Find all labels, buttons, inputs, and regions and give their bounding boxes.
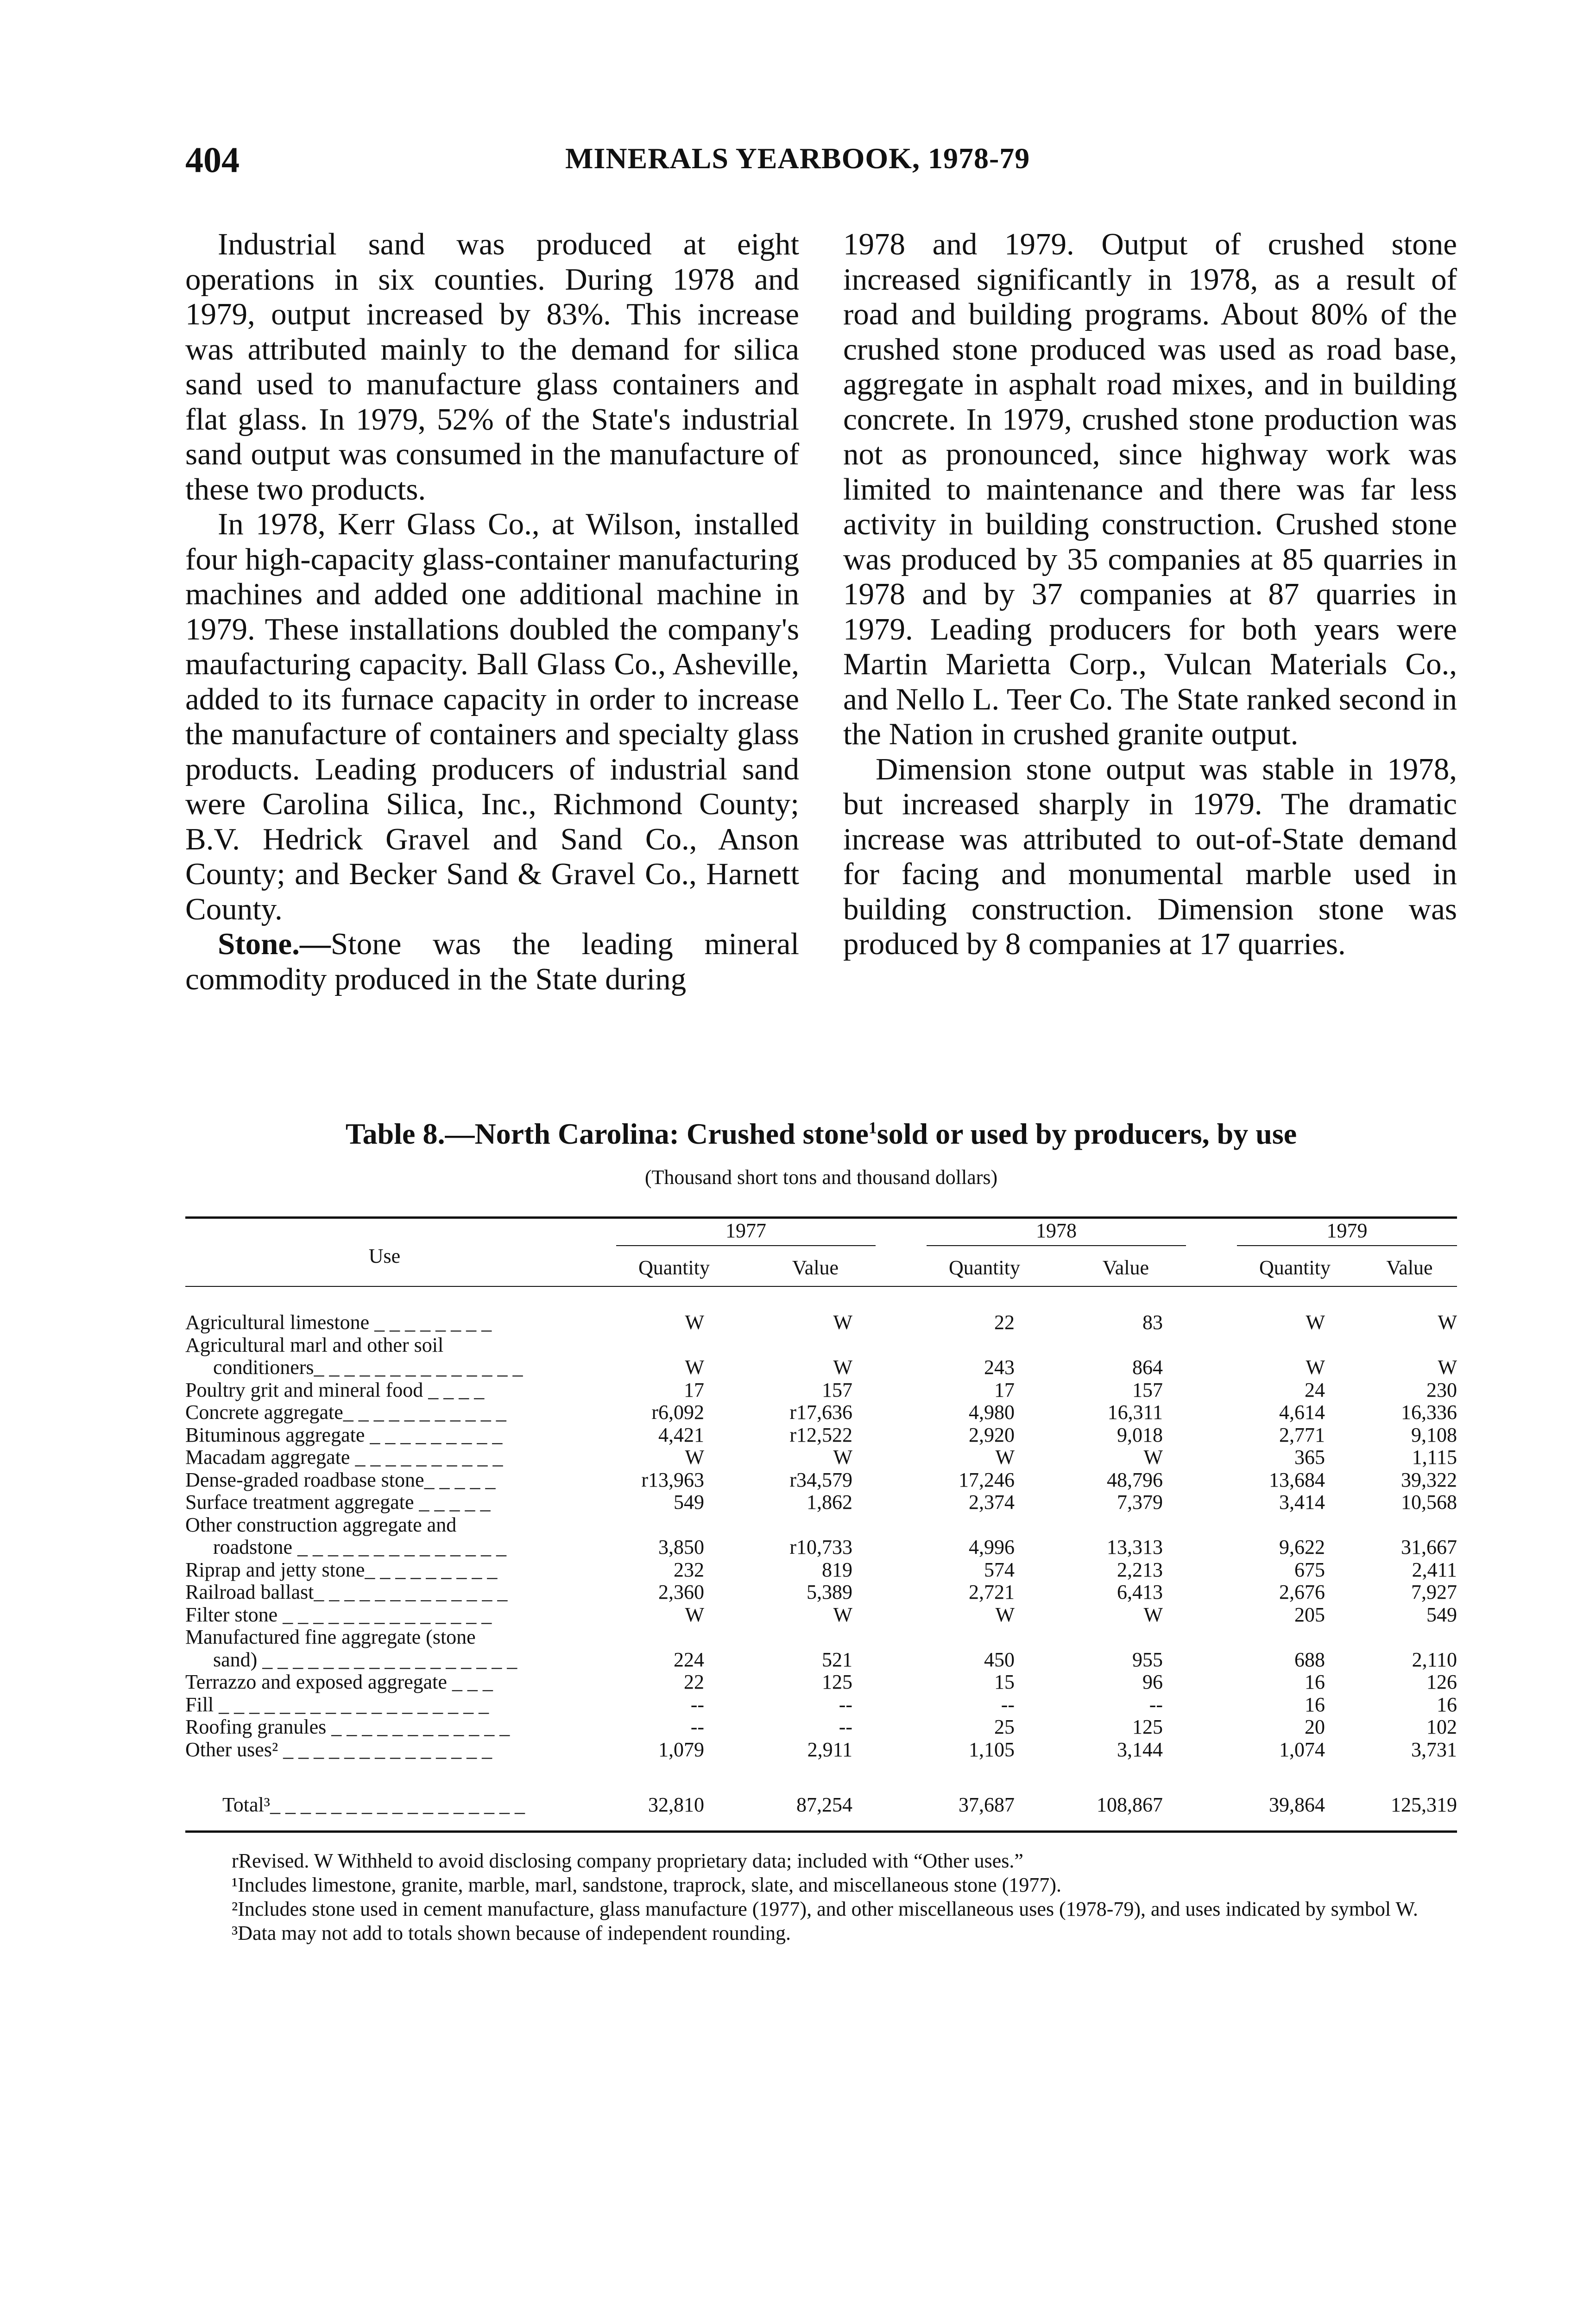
cell-value-1979: W <box>1438 1311 1457 1334</box>
table-row <box>185 1469 1457 1492</box>
cell-quantity-1977: 17 <box>684 1378 704 1401</box>
cell-value-1977: W <box>833 1603 852 1626</box>
row-use-label <box>185 1491 584 1514</box>
cell-value-1979: 7,927 <box>1411 1581 1457 1603</box>
row-label-line-2: sand) _ _ _ _ _ _ _ _ _ _ _ _ _ _ _ _ _ <box>213 1648 517 1671</box>
cell-value-1979: 126 <box>1426 1671 1457 1693</box>
cell-quantity-1979: 9,622 <box>1279 1536 1325 1558</box>
table-row <box>185 1491 1457 1514</box>
cell-value-1978: 83 <box>1142 1311 1163 1334</box>
cell-quantity-1978: -- <box>1001 1693 1015 1716</box>
right-column <box>843 227 1457 962</box>
table-body <box>185 1311 1457 1761</box>
cell-value-1977: W <box>833 1356 852 1379</box>
cell-quantity-1977: 4,421 <box>658 1423 704 1446</box>
cell-quantity-1978: 243 <box>984 1356 1015 1379</box>
cell-value-1978: 16,311 <box>1107 1401 1163 1424</box>
footnote-3: ³Data may not add to totals shown because of independent rounding. <box>232 1922 791 1944</box>
cell-quantity-1977: r6,092 <box>651 1401 704 1424</box>
row-use-label <box>185 1424 584 1447</box>
left-column <box>185 227 799 997</box>
cell-quantity-1978: 2,920 <box>969 1423 1015 1446</box>
page-number: 404 <box>185 139 240 180</box>
cell-quantity-1979: 24 <box>1305 1378 1325 1401</box>
footnote-1: ¹Includes limestone, granite, marble, marl, sandstone, traprock, slate, and miscellaneous stone (1977). <box>232 1874 1062 1896</box>
cell-value-1977: 5,389 <box>807 1581 852 1603</box>
row-label-line-1: Agricultural marl and other soil <box>185 1333 444 1356</box>
cell-value-1977: 125 <box>822 1671 852 1693</box>
footnote-revised: rRevised. W Withheld to avoid disclosing company proprietary data; included with “Other uses.” <box>232 1849 1023 1872</box>
table-total-row <box>185 1793 1457 1817</box>
table-row <box>185 1514 1457 1559</box>
row-use-label <box>185 1379 584 1402</box>
body-text <box>185 227 1457 1070</box>
cell-value-1979: 9,108 <box>1411 1423 1457 1446</box>
cell-quantity-1977: W <box>685 1356 704 1379</box>
cell-quantity-1979: 20 <box>1305 1716 1325 1738</box>
table-row <box>185 1334 1457 1379</box>
cell-value-1978: 9,018 <box>1117 1423 1163 1446</box>
cell-quantity-1979: 16 <box>1305 1693 1325 1716</box>
table-row <box>185 1424 1457 1447</box>
year-header-1978: 1978 <box>1036 1219 1077 1242</box>
cell-quantity-1977: r13,963 <box>641 1468 704 1491</box>
cell-quantity-1977: 1,079 <box>658 1738 704 1761</box>
total-quantity-1977: 32,810 <box>648 1793 704 1816</box>
value-header-1979: Value <box>1386 1256 1433 1279</box>
cell-quantity-1978: 4,980 <box>969 1401 1015 1424</box>
cell-quantity-1979: W <box>1306 1311 1325 1334</box>
row-label-line-1: Macadam aggregate _ _ _ _ _ _ _ _ _ _ <box>185 1446 503 1469</box>
cell-value-1979: 16,336 <box>1401 1401 1457 1424</box>
quantity-header-1978: Quantity <box>949 1256 1020 1279</box>
cell-value-1979: 39,322 <box>1401 1468 1457 1491</box>
cell-quantity-1978: W <box>995 1446 1015 1469</box>
table-title: Table 8.—North Carolina: Crushed stone$^1$sold or used by producers, by use <box>345 1117 1297 1150</box>
footnote-2: ²Includes stone used in cement manufacture, glass manufacture (1977), and other miscellaneous uses (1978-79), and uses indicated by symbol W. <box>232 1898 1418 1920</box>
cell-quantity-1977: 549 <box>674 1491 704 1513</box>
row-use-label <box>185 1581 584 1604</box>
cell-value-1978: 864 <box>1132 1356 1163 1379</box>
table-row <box>185 1604 1457 1627</box>
table-row <box>185 1581 1457 1604</box>
row-label-line-1: Fill _ _ _ _ _ _ _ _ _ _ _ _ _ _ _ _ _ _ <box>185 1693 489 1716</box>
year-rule-1977 <box>616 1245 876 1246</box>
cell-value-1978: 13,313 <box>1107 1536 1163 1558</box>
crushed-stone-table <box>185 1216 1457 1837</box>
row-use-label <box>185 1694 584 1716</box>
cell-value-1979: 16 <box>1437 1693 1457 1716</box>
cell-quantity-1978: 22 <box>994 1311 1015 1334</box>
cell-value-1978: 2,213 <box>1117 1558 1163 1581</box>
row-label-line-1: Manufactured fine aggregate (stone <box>185 1626 476 1648</box>
row-label-line-2: roadstone _ _ _ _ _ _ _ _ _ _ _ _ _ _ <box>213 1536 507 1558</box>
cell-quantity-1978: 17 <box>994 1378 1015 1401</box>
cell-quantity-1979: 2,676 <box>1279 1581 1325 1603</box>
cell-value-1979: 549 <box>1426 1603 1457 1626</box>
cell-value-1977: 819 <box>822 1558 852 1581</box>
cell-value-1977: -- <box>839 1716 852 1738</box>
cell-quantity-1977: 2,360 <box>658 1581 704 1603</box>
row-label-line-1: Dense-graded roadbase stone_ _ _ _ _ <box>185 1468 496 1491</box>
cell-quantity-1979: 3,414 <box>1279 1491 1325 1513</box>
cell-value-1979: 1,115 <box>1412 1446 1457 1469</box>
cell-quantity-1978: 2,721 <box>969 1581 1015 1603</box>
value-header-1977: Value <box>792 1256 839 1279</box>
row-use-label <box>185 1716 584 1739</box>
cell-quantity-1979: 675 <box>1294 1558 1325 1581</box>
running-title: MINERALS YEARBOOK, 1978-79 <box>565 142 1030 175</box>
cell-quantity-1978: 4,996 <box>969 1536 1015 1558</box>
cell-value-1978: 157 <box>1132 1378 1163 1401</box>
row-label-line-1: Terrazzo and exposed aggregate _ _ _ <box>185 1671 493 1693</box>
cell-value-1978: 7,379 <box>1117 1491 1163 1513</box>
paragraph-industrial-sand: Industrial sand was produced at eight operations in six counties. During 1978 and 1979, output increased by 83%. This increase was attributed mainly to the demand for silica sand used to manufacture glass containers and flat glass. In 1979, 52% of the State's industrial sand output was consumed in the manufacture of these two products. <box>185 227 799 506</box>
cell-value-1978: 955 <box>1132 1648 1163 1671</box>
cell-value-1978: W <box>1143 1446 1163 1469</box>
cell-value-1977: 1,862 <box>807 1491 852 1513</box>
row-label-line-1: Surface treatment aggregate _ _ _ _ _ <box>185 1491 491 1513</box>
cell-quantity-1979: 2,771 <box>1279 1423 1325 1446</box>
cell-quantity-1979: W <box>1306 1356 1325 1379</box>
cell-value-1979: 230 <box>1426 1378 1457 1401</box>
quantity-header-1977: Quantity <box>638 1256 710 1279</box>
cell-quantity-1978: 17,246 <box>959 1468 1015 1491</box>
row-use-label <box>185 1671 584 1694</box>
cell-quantity-1977: -- <box>690 1716 704 1738</box>
row-label-line-1: Other construction aggregate and <box>185 1513 457 1536</box>
table-row <box>185 1379 1457 1402</box>
total-value-1978: 108,867 <box>1097 1793 1163 1816</box>
cell-quantity-1977: 232 <box>674 1558 704 1581</box>
year-header-1979: 1979 <box>1326 1219 1368 1242</box>
row-label-line-2: conditioners_ _ _ _ _ _ _ _ _ _ _ _ _ _ <box>213 1356 523 1379</box>
row-label-line-1: Concrete aggregate_ _ _ _ _ _ _ _ _ _ _ <box>185 1401 506 1424</box>
cell-quantity-1977: W <box>685 1311 704 1334</box>
cell-quantity-1979: 4,614 <box>1279 1401 1325 1424</box>
row-use-label <box>185 1739 584 1761</box>
total-quantity-1978: 37,687 <box>959 1793 1015 1816</box>
cell-quantity-1978: W <box>995 1603 1015 1626</box>
cell-value-1979: W <box>1438 1356 1457 1379</box>
header-bottom-rule <box>185 1286 1457 1287</box>
cell-value-1977: W <box>833 1311 852 1334</box>
paragraph-crushed-stone: 1978 and 1979. Output of crushed stone increased significantly in 1978, as a result of road and building programs. About 80% of the crushed stone produced was used as road base, aggregate in asphalt road mixes, and in building concrete. In 1979, crushed stone production was not as pronounced, since highway work was limited to maintenance and there was far less activity in building construction. Crushed stone was produced by 35 companies at 85 quarries in 1978 and by 37 companies at 87 quarries in 1979. Leading producers for both years were Martin Marietta Corp., Vulcan Materials Co., and Nello L. Teer Co. The State ranked second in the Nation in crushed granite output. <box>843 227 1457 751</box>
cell-value-1977: r10,733 <box>789 1536 852 1558</box>
table-bottom-rule <box>185 1830 1457 1833</box>
row-use-label <box>185 1604 584 1627</box>
table-row <box>185 1559 1457 1582</box>
cell-quantity-1978: 15 <box>994 1671 1015 1693</box>
cell-quantity-1979: 688 <box>1294 1648 1325 1671</box>
cell-value-1978: W <box>1143 1603 1163 1626</box>
cell-value-1978: -- <box>1149 1693 1163 1716</box>
cell-value-1979: 31,667 <box>1401 1536 1457 1558</box>
table-row <box>185 1694 1457 1716</box>
row-use-label <box>185 1559 584 1582</box>
cell-value-1977: -- <box>839 1693 852 1716</box>
row-label-line-1: Poultry grit and mineral food _ _ _ _ <box>185 1378 485 1401</box>
table-row <box>185 1671 1457 1694</box>
table-row <box>185 1739 1457 1761</box>
row-label-line-1: Roofing granules _ _ _ _ _ _ _ _ _ _ _ _ <box>185 1716 510 1738</box>
table-units: (Thousand short tons and thousand dollars) <box>644 1166 998 1189</box>
cell-value-1979: 2,411 <box>1412 1558 1457 1581</box>
cell-value-1979: 10,568 <box>1401 1491 1457 1513</box>
row-use-label <box>185 1514 584 1559</box>
cell-value-1977: r34,579 <box>789 1468 852 1491</box>
paragraph-stone <box>185 927 799 997</box>
cell-value-1978: 3,144 <box>1117 1738 1163 1761</box>
cell-value-1977: 157 <box>822 1378 852 1401</box>
cell-value-1978: 48,796 <box>1107 1468 1163 1491</box>
row-label-line-1: Riprap and jetty stone_ _ _ _ _ _ _ _ _ <box>185 1558 498 1581</box>
row-use-label <box>185 1334 584 1379</box>
cell-value-1977: 521 <box>822 1648 852 1671</box>
row-label-line-1: Other uses² _ _ _ _ _ _ _ _ _ _ _ _ _ _ <box>185 1738 492 1761</box>
row-use-label <box>185 1446 584 1469</box>
row-use-label <box>185 1626 584 1671</box>
cell-quantity-1978: 574 <box>984 1558 1015 1581</box>
total-value-1977: 87,254 <box>796 1793 852 1816</box>
table-title-superscript: 1 <box>868 1118 877 1137</box>
quantity-header-1979: Quantity <box>1259 1256 1331 1279</box>
page-header <box>185 139 1411 190</box>
cell-quantity-1979: 365 <box>1294 1446 1325 1469</box>
total-quantity-1979: 39,864 <box>1269 1793 1325 1816</box>
cell-quantity-1977: 224 <box>674 1648 704 1671</box>
cell-quantity-1977: 22 <box>684 1671 704 1693</box>
cell-value-1977: W <box>833 1446 852 1469</box>
year-header-1977: 1977 <box>725 1219 766 1242</box>
table-row <box>185 1716 1457 1739</box>
row-label-line-1: Agricultural limestone _ _ _ _ _ _ _ _ <box>185 1311 492 1334</box>
cell-value-1979: 3,731 <box>1411 1738 1457 1761</box>
cell-value-1977: 2,911 <box>807 1738 852 1761</box>
cell-quantity-1978: 25 <box>994 1716 1015 1738</box>
row-use-label <box>185 1469 584 1492</box>
year-rule-1979 <box>1237 1245 1457 1246</box>
cell-quantity-1979: 16 <box>1305 1671 1325 1693</box>
cell-value-1977: r12,522 <box>789 1423 852 1446</box>
total-value-1979: 125,319 <box>1391 1793 1457 1816</box>
cell-quantity-1979: 205 <box>1294 1603 1325 1626</box>
table-footnotes <box>185 1849 1457 1945</box>
cell-quantity-1979: 13,684 <box>1269 1468 1325 1491</box>
cell-quantity-1978: 450 <box>984 1648 1015 1671</box>
row-label-line-1: Railroad ballast_ _ _ _ _ _ _ _ _ _ _ _ _ <box>185 1581 508 1603</box>
cell-quantity-1977: W <box>685 1446 704 1469</box>
cell-quantity-1979: 1,074 <box>1279 1738 1325 1761</box>
cell-quantity-1977: W <box>685 1603 704 1626</box>
cell-quantity-1978: 1,105 <box>969 1738 1015 1761</box>
cell-value-1979: 102 <box>1426 1716 1457 1738</box>
use-column-header: Use <box>368 1245 401 1267</box>
row-use-label <box>185 1311 584 1334</box>
table-row <box>185 1626 1457 1671</box>
table-row <box>185 1446 1457 1469</box>
value-header-1978: Value <box>1102 1256 1149 1279</box>
cell-quantity-1977: -- <box>690 1693 704 1716</box>
paragraph-kerr-glass: In 1978, Kerr Glass Co., at Wilson, installed four high-capacity glass-container manufacturing machines and added one additional machine in 1979. These installations doubled the company's maufacturing capacity. Ball Glass Co., Asheville, added to its furnace capacity in order to increase the manufacture of containers and specialty glass products. Leading producers of industrial sand were Carolina Silica, Inc., Richmond County; B.V. Hedrick Gravel and Sand Co., Anson County; and Becker Sand & Gravel Co., Harnett County. <box>185 507 799 926</box>
year-rule-1978 <box>927 1245 1186 1246</box>
cell-quantity-1978: 2,374 <box>969 1491 1015 1513</box>
total-label: Total³_ _ _ _ _ _ _ _ _ _ _ _ _ _ _ _ _ <box>222 1793 525 1816</box>
row-label-line-1: Filter stone _ _ _ _ _ _ _ _ _ _ _ _ _ _ <box>185 1603 492 1626</box>
table-row <box>185 1311 1457 1334</box>
cell-value-1978: 125 <box>1132 1716 1163 1738</box>
paragraph-dimension-stone: Dimension stone output was stable in 1978, but increased sharply in 1979. The dramatic increase was attributed to out-of-State demand for facing and monumental marble used in building construction. Dimension stone was produced by 8 companies at 17 quarries. <box>843 752 1457 961</box>
cell-value-1978: 96 <box>1142 1671 1163 1693</box>
stone-run-in-heading: Stone.— <box>218 927 331 961</box>
row-label-line-1: Bituminous aggregate _ _ _ _ _ _ _ _ _ <box>185 1423 503 1446</box>
cell-value-1978: 6,413 <box>1117 1581 1163 1603</box>
cell-value-1977: r17,636 <box>789 1401 852 1424</box>
row-use-label <box>185 1401 584 1424</box>
cell-value-1979: 2,110 <box>1412 1648 1457 1671</box>
table-row <box>185 1401 1457 1424</box>
stone-paragraph-text: Stone was the leading mineral commodity produced in the State during <box>185 927 799 996</box>
cell-quantity-1977: 3,850 <box>658 1536 704 1558</box>
